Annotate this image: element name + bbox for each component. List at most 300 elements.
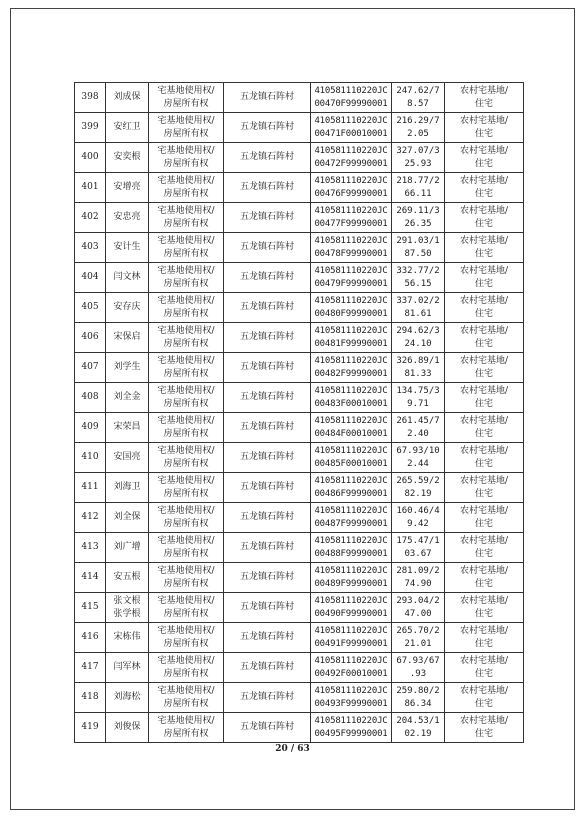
land-use-line: 农村宅基地/ — [459, 625, 509, 636]
area-line: 67.93/10 — [396, 445, 440, 456]
area-line: 81.61 — [404, 308, 432, 319]
unit-code-cell — [311, 473, 392, 503]
right-type-line: 宅基地使用权/ — [157, 685, 215, 696]
land-use-line: 住宅 — [474, 668, 493, 679]
registration-table — [74, 82, 524, 743]
table-row — [75, 593, 524, 623]
right-type-line: 宅基地使用权/ — [157, 265, 215, 276]
area-cell — [392, 353, 445, 383]
owner-name-cell: 闫文林 — [106, 263, 149, 293]
area-line: 9.42 — [407, 518, 429, 529]
land-use-line: 住宅 — [474, 578, 493, 589]
right-type-line: 宅基地使用权/ — [157, 355, 215, 366]
owner-name-cell: 安存庆 — [106, 293, 149, 323]
area-cell — [392, 233, 445, 263]
unit-code-cell — [311, 623, 392, 653]
owner-name-cell: 安增亮 — [106, 173, 149, 203]
area-cell — [392, 323, 445, 353]
land-use-line: 住宅 — [474, 608, 493, 619]
land-use-line: 住宅 — [474, 188, 493, 199]
area-line: 332.77/2 — [396, 265, 440, 276]
table-row — [75, 413, 524, 443]
table-row — [75, 563, 524, 593]
area-cell — [392, 143, 445, 173]
area-line: 269.11/3 — [396, 205, 440, 216]
area-line: 327.07/3 — [396, 145, 440, 156]
table-row — [75, 353, 524, 383]
right-type-cell — [149, 563, 224, 593]
area-cell — [392, 473, 445, 503]
unit-code-line: 410581110220JC — [314, 115, 388, 126]
right-type-cell — [149, 233, 224, 263]
area-cell — [392, 683, 445, 713]
owner-name-cell: 刘成保 — [106, 83, 149, 113]
table-row — [75, 503, 524, 533]
location-cell: 五龙镇石阵村 — [224, 113, 311, 143]
area-line: 47.00 — [404, 608, 432, 619]
area-line: 25.93 — [404, 158, 432, 169]
unit-code-cell — [311, 113, 392, 143]
owner-name-cell: 安计生 — [106, 233, 149, 263]
right-type-line: 房屋所有权 — [163, 518, 209, 529]
location-cell: 五龙镇石阵村 — [224, 413, 311, 443]
area-cell — [392, 503, 445, 533]
row-number-cell: 418 — [75, 683, 106, 713]
location-cell: 五龙镇石阵村 — [224, 143, 311, 173]
unit-code-line: 410581110220JC — [314, 355, 388, 366]
land-use-line: 住宅 — [474, 368, 493, 379]
land-use-line: 农村宅基地/ — [459, 505, 509, 516]
unit-code-line: 00484F00010001 — [314, 428, 388, 439]
table-row — [75, 323, 524, 353]
right-type-line: 宅基地使用权/ — [157, 85, 215, 96]
location-cell: 五龙镇石阵村 — [224, 233, 311, 263]
area-line: 134.75/3 — [396, 385, 440, 396]
land-use-cell — [445, 653, 524, 683]
table-row — [75, 143, 524, 173]
land-use-line: 住宅 — [474, 698, 493, 709]
right-type-line: 宅基地使用权/ — [157, 115, 215, 126]
right-type-cell — [149, 293, 224, 323]
land-use-cell — [445, 713, 524, 743]
area-cell — [392, 443, 445, 473]
land-use-line: 农村宅基地/ — [459, 85, 509, 96]
right-type-line: 房屋所有权 — [163, 638, 209, 649]
unit-code-line: 410581110220JC — [314, 145, 388, 156]
land-use-cell — [445, 113, 524, 143]
unit-code-line: 00490F99990001 — [314, 608, 388, 619]
right-type-line: 宅基地使用权/ — [157, 535, 215, 546]
right-type-line: 房屋所有权 — [163, 458, 209, 469]
table-row — [75, 173, 524, 203]
area-line: 326.89/1 — [396, 355, 440, 366]
area-line: 265.70/2 — [396, 625, 440, 636]
land-use-line: 农村宅基地/ — [459, 115, 509, 126]
right-type-cell — [149, 413, 224, 443]
unit-code-cell — [311, 383, 392, 413]
unit-code-cell — [311, 443, 392, 473]
location-cell: 五龙镇石阵村 — [224, 473, 311, 503]
location-cell: 五龙镇石阵村 — [224, 533, 311, 563]
right-type-line: 宅基地使用权/ — [157, 145, 215, 156]
land-use-line: 农村宅基地/ — [459, 325, 509, 336]
location-cell: 五龙镇石阵村 — [224, 683, 311, 713]
unit-code-line: 00480F99990001 — [314, 308, 388, 319]
right-type-cell — [149, 713, 224, 743]
location-cell: 五龙镇石阵村 — [224, 173, 311, 203]
area-cell — [392, 383, 445, 413]
unit-code-cell — [311, 233, 392, 263]
right-type-line: 宅基地使用权/ — [157, 175, 215, 186]
unit-code-cell — [311, 503, 392, 533]
land-use-cell — [445, 173, 524, 203]
area-line: 24.10 — [404, 338, 432, 349]
unit-code-line: 00488F99990001 — [314, 548, 388, 559]
table-row — [75, 383, 524, 413]
area-cell — [392, 563, 445, 593]
row-number-cell: 401 — [75, 173, 106, 203]
unit-code-cell — [311, 173, 392, 203]
row-number-cell: 413 — [75, 533, 106, 563]
right-type-cell — [149, 653, 224, 683]
right-type-line: 房屋所有权 — [163, 158, 209, 169]
unit-code-line: 410581110220JC — [314, 325, 388, 336]
owner-name-cell: 安红卫 — [106, 113, 149, 143]
land-use-line: 住宅 — [474, 248, 493, 259]
land-use-line: 住宅 — [474, 308, 493, 319]
land-use-cell — [445, 533, 524, 563]
unit-code-line: 00493F99990001 — [314, 698, 388, 709]
row-number-cell: 405 — [75, 293, 106, 323]
unit-code-line: 00471F00010001 — [314, 128, 388, 139]
table-row — [75, 203, 524, 233]
land-use-cell — [445, 503, 524, 533]
land-use-cell — [445, 83, 524, 113]
right-type-line: 房屋所有权 — [163, 548, 209, 559]
table-row — [75, 83, 524, 113]
unit-code-cell — [311, 323, 392, 353]
unit-code-line: 00485F00010001 — [314, 458, 388, 469]
unit-code-line: 410581110220JC — [314, 715, 388, 726]
land-use-line: 农村宅基地/ — [459, 655, 509, 666]
area-line: 03.67 — [404, 548, 432, 559]
right-type-cell — [149, 503, 224, 533]
right-type-line: 宅基地使用权/ — [157, 415, 215, 426]
unit-code-cell — [311, 263, 392, 293]
land-use-line: 住宅 — [474, 488, 493, 499]
owner-name-cell: 刘海松 — [106, 683, 149, 713]
right-type-line: 房屋所有权 — [163, 308, 209, 319]
right-type-line: 宅基地使用权/ — [157, 385, 215, 396]
owner-name-cell: 刘全保 — [106, 503, 149, 533]
area-line: 8.57 — [407, 98, 429, 109]
right-type-line: 房屋所有权 — [163, 698, 209, 709]
right-type-line: 房屋所有权 — [163, 368, 209, 379]
area-cell — [392, 713, 445, 743]
land-use-line: 农村宅基地/ — [459, 595, 509, 606]
area-line: 216.29/7 — [396, 115, 440, 126]
area-line: 293.04/2 — [396, 595, 440, 606]
unit-code-line: 00477F99990001 — [314, 218, 388, 229]
area-line: 56.15 — [404, 278, 432, 289]
land-use-line: 农村宅基地/ — [459, 205, 509, 216]
right-type-line: 房屋所有权 — [163, 428, 209, 439]
land-use-line: 住宅 — [474, 128, 493, 139]
area-line: 204.53/1 — [396, 715, 440, 726]
unit-code-line: 410581110220JC — [314, 505, 388, 516]
right-type-line: 房屋所有权 — [163, 728, 209, 739]
area-cell — [392, 293, 445, 323]
land-use-cell — [445, 383, 524, 413]
table-row — [75, 443, 524, 473]
row-number-cell: 412 — [75, 503, 106, 533]
land-use-cell — [445, 593, 524, 623]
right-type-cell — [149, 383, 224, 413]
land-use-line: 住宅 — [474, 278, 493, 289]
location-cell: 五龙镇石阵村 — [224, 503, 311, 533]
row-number-cell: 399 — [75, 113, 106, 143]
unit-code-cell — [311, 593, 392, 623]
right-type-line: 房屋所有权 — [163, 218, 209, 229]
right-type-cell — [149, 113, 224, 143]
land-use-line: 住宅 — [474, 728, 493, 739]
area-cell — [392, 203, 445, 233]
unit-code-line: 00482F99990001 — [314, 368, 388, 379]
area-line: 81.33 — [404, 368, 432, 379]
right-type-line: 房屋所有权 — [163, 188, 209, 199]
right-type-line: 宅基地使用权/ — [157, 325, 215, 336]
table-row — [75, 293, 524, 323]
location-cell: 五龙镇石阵村 — [224, 83, 311, 113]
unit-code-line: 00492F00010001 — [314, 668, 388, 679]
unit-code-line: 410581110220JC — [314, 415, 388, 426]
table-row — [75, 263, 524, 293]
unit-code-line: 410581110220JC — [314, 175, 388, 186]
land-use-cell — [445, 293, 524, 323]
owner-name-cell: 闫军林 — [106, 653, 149, 683]
location-cell: 五龙镇石阵村 — [224, 443, 311, 473]
area-line: 9.71 — [407, 398, 429, 409]
row-number-cell: 400 — [75, 143, 106, 173]
row-number-cell: 419 — [75, 713, 106, 743]
unit-code-line: 00476F99990001 — [314, 188, 388, 199]
location-cell: 五龙镇石阵村 — [224, 353, 311, 383]
row-number-cell: 417 — [75, 653, 106, 683]
owner-name-cell: 刘学生 — [106, 353, 149, 383]
area-cell — [392, 623, 445, 653]
land-use-line: 住宅 — [474, 158, 493, 169]
right-type-cell — [149, 143, 224, 173]
location-cell: 五龙镇石阵村 — [224, 623, 311, 653]
row-number-cell: 411 — [75, 473, 106, 503]
unit-code-line: 00470F99990001 — [314, 98, 388, 109]
table-row — [75, 653, 524, 683]
land-use-line: 住宅 — [474, 638, 493, 649]
unit-code-cell — [311, 353, 392, 383]
land-use-cell — [445, 443, 524, 473]
land-use-line: 农村宅基地/ — [459, 475, 509, 486]
right-type-line: 宅基地使用权/ — [157, 655, 215, 666]
area-cell — [392, 413, 445, 443]
area-cell — [392, 263, 445, 293]
location-cell: 五龙镇石阵村 — [224, 563, 311, 593]
right-type-line: 房屋所有权 — [163, 128, 209, 139]
unit-code-cell — [311, 533, 392, 563]
right-type-cell — [149, 623, 224, 653]
right-type-line: 宅基地使用权/ — [157, 475, 215, 486]
unit-code-line: 00489F99990001 — [314, 578, 388, 589]
unit-code-line: 00472F99990001 — [314, 158, 388, 169]
area-line: 247.62/7 — [396, 85, 440, 96]
row-number-cell: 408 — [75, 383, 106, 413]
unit-code-cell — [311, 563, 392, 593]
unit-code-line: 410581110220JC — [314, 385, 388, 396]
area-line: 265.59/2 — [396, 475, 440, 486]
right-type-cell — [149, 353, 224, 383]
land-use-line: 农村宅基地/ — [459, 235, 509, 246]
unit-code-cell — [311, 83, 392, 113]
unit-code-line: 410581110220JC — [314, 565, 388, 576]
table-row — [75, 683, 524, 713]
land-use-line: 住宅 — [474, 218, 493, 229]
land-use-cell — [445, 473, 524, 503]
right-type-cell — [149, 83, 224, 113]
row-number-cell: 414 — [75, 563, 106, 593]
location-cell: 五龙镇石阵村 — [224, 323, 311, 353]
row-number-cell: 402 — [75, 203, 106, 233]
land-use-line: 农村宅基地/ — [459, 145, 509, 156]
row-number-cell: 406 — [75, 323, 106, 353]
right-type-cell — [149, 533, 224, 563]
right-type-line: 房屋所有权 — [163, 668, 209, 679]
land-use-cell — [445, 233, 524, 263]
land-use-line: 农村宅基地/ — [459, 535, 509, 546]
location-cell: 五龙镇石阵村 — [224, 653, 311, 683]
row-number-cell: 407 — [75, 353, 106, 383]
area-line: 294.62/3 — [396, 325, 440, 336]
land-use-line: 农村宅基地/ — [459, 445, 509, 456]
unit-code-cell — [311, 203, 392, 233]
owner-name-cell: 安五根 — [106, 563, 149, 593]
right-type-cell — [149, 473, 224, 503]
area-line: 74.90 — [404, 578, 432, 589]
right-type-line: 房屋所有权 — [163, 488, 209, 499]
registration-table-body — [75, 83, 524, 743]
unit-code-line: 00495F99990001 — [314, 728, 388, 739]
location-cell: 五龙镇石阵村 — [224, 593, 311, 623]
location-cell: 五龙镇石阵村 — [224, 263, 311, 293]
area-line: 67.93/67 — [396, 655, 440, 666]
land-use-line: 农村宅基地/ — [459, 385, 509, 396]
right-type-cell — [149, 203, 224, 233]
location-cell: 五龙镇石阵村 — [224, 713, 311, 743]
unit-code-line: 410581110220JC — [314, 685, 388, 696]
right-type-line: 宅基地使用权/ — [157, 595, 215, 606]
unit-code-line: 410581110220JC — [314, 265, 388, 276]
area-line: 02.19 — [404, 728, 432, 739]
owner-name-line: 张学根 — [113, 608, 141, 619]
owner-name-cell: 安奕根 — [106, 143, 149, 173]
land-use-line: 住宅 — [474, 398, 493, 409]
right-type-cell — [149, 683, 224, 713]
land-use-line: 住宅 — [474, 98, 493, 109]
right-type-line: 房屋所有权 — [163, 338, 209, 349]
row-number-cell: 404 — [75, 263, 106, 293]
area-cell — [392, 113, 445, 143]
right-type-line: 宅基地使用权/ — [157, 295, 215, 306]
right-type-cell — [149, 323, 224, 353]
area-line: 337.02/2 — [396, 295, 440, 306]
area-cell — [392, 593, 445, 623]
area-line: 2.40 — [407, 428, 429, 439]
area-line: 66.11 — [404, 188, 432, 199]
row-number-cell: 416 — [75, 623, 106, 653]
unit-code-line: 410581110220JC — [314, 205, 388, 216]
land-use-line: 农村宅基地/ — [459, 685, 509, 696]
row-number-cell: 415 — [75, 593, 106, 623]
unit-code-line: 410581110220JC — [314, 655, 388, 666]
unit-code-line: 00487F99990001 — [314, 518, 388, 529]
row-number-cell: 398 — [75, 83, 106, 113]
land-use-cell — [445, 323, 524, 353]
unit-code-line: 410581110220JC — [314, 475, 388, 486]
right-type-cell — [149, 263, 224, 293]
area-cell — [392, 83, 445, 113]
unit-code-line: 00486F99990001 — [314, 488, 388, 499]
row-number-cell: 403 — [75, 233, 106, 263]
right-type-line: 房屋所有权 — [163, 398, 209, 409]
area-line: 259.80/2 — [396, 685, 440, 696]
row-number-cell: 410 — [75, 443, 106, 473]
right-type-line: 宅基地使用权/ — [157, 565, 215, 576]
table-row — [75, 713, 524, 743]
land-use-cell — [445, 563, 524, 593]
area-line: 218.77/2 — [396, 175, 440, 186]
right-type-line: 宅基地使用权/ — [157, 205, 215, 216]
unit-code-line: 00478F99990001 — [314, 248, 388, 259]
table-row — [75, 113, 524, 143]
owner-name-line: 张文根 — [113, 595, 141, 606]
area-line: 291.03/1 — [396, 235, 440, 246]
unit-code-cell — [311, 143, 392, 173]
owner-name-cell: 宋栋伟 — [106, 623, 149, 653]
area-line: .93 — [409, 668, 427, 679]
area-line: 21.01 — [404, 638, 432, 649]
owner-name-cell: 刘全金 — [106, 383, 149, 413]
unit-code-line: 410581110220JC — [314, 295, 388, 306]
owner-name-cell: 宋荣昌 — [106, 413, 149, 443]
unit-code-line: 410581110220JC — [314, 85, 388, 96]
land-use-cell — [445, 263, 524, 293]
land-use-line: 农村宅基地/ — [459, 355, 509, 366]
owner-name-cell: 刘俊保 — [106, 713, 149, 743]
right-type-line: 宅基地使用权/ — [157, 715, 215, 726]
owner-name-cell: 宋保启 — [106, 323, 149, 353]
land-use-line: 农村宅基地/ — [459, 295, 509, 306]
location-cell: 五龙镇石阵村 — [224, 383, 311, 413]
right-type-line: 宅基地使用权/ — [157, 235, 215, 246]
land-use-line: 住宅 — [474, 458, 493, 469]
right-type-line: 房屋所有权 — [163, 578, 209, 589]
unit-code-line: 410581110220JC — [314, 235, 388, 246]
area-line: 82.19 — [404, 488, 432, 499]
land-use-line: 住宅 — [474, 428, 493, 439]
unit-code-cell — [311, 653, 392, 683]
unit-code-cell — [311, 683, 392, 713]
table-row — [75, 473, 524, 503]
right-type-cell — [149, 443, 224, 473]
unit-code-cell — [311, 293, 392, 323]
